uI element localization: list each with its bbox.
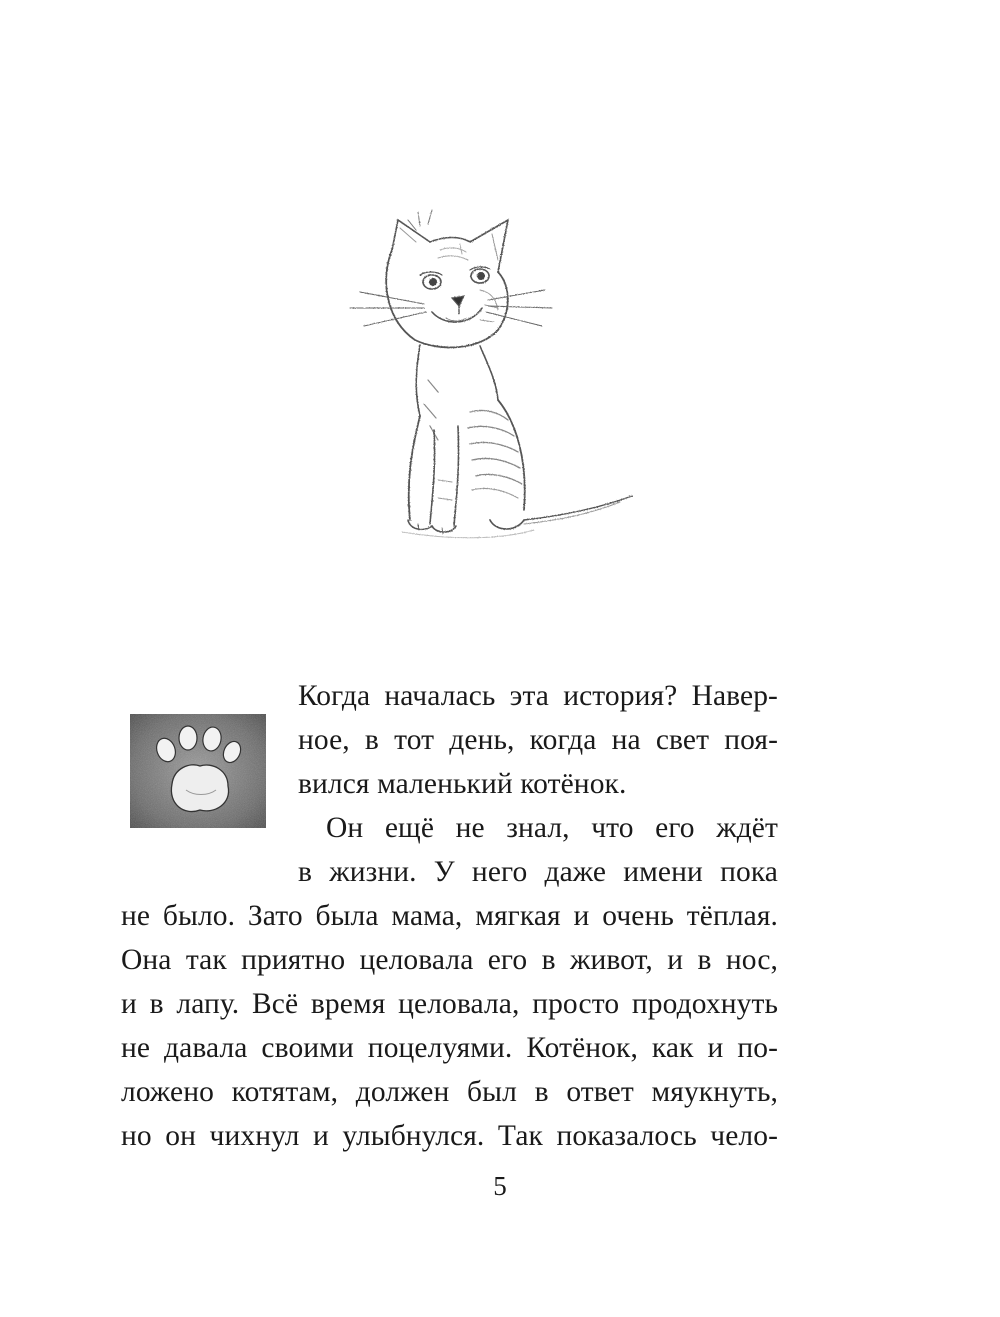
text-line-1 <box>298 675 778 717</box>
text-line-8 <box>121 983 778 1025</box>
paw-print-icon <box>128 712 268 830</box>
text-line-4-content: Он ещё не знал, что его ждёт <box>326 812 778 844</box>
text-line-11 <box>121 1115 778 1157</box>
text-line-2-content: ное, в тот день, когда на свет поя- <box>298 724 778 756</box>
text-line-3 <box>298 763 626 805</box>
text-line-6 <box>121 895 778 937</box>
text-line-5-content: в жизни. У него даже имени пока <box>298 856 778 888</box>
text-line-9-content: не давала своими поцелуями. Котёнок, как и по- <box>121 1032 778 1064</box>
text-line-4 <box>326 807 778 849</box>
text-line-10 <box>121 1071 778 1113</box>
text-line-10-content: ложено котятам, должен был в ответ мяукнуть, <box>121 1076 778 1108</box>
text-line-11-content: но он чихнул и улыбнулся. Так показалось чело- <box>121 1120 778 1152</box>
text-line-7 <box>121 939 778 981</box>
kitten-sketch-icon <box>320 180 650 560</box>
text-line-9 <box>121 1027 778 1069</box>
text-line-7-content: Она так приятно целовала его в живот, и в нос, <box>121 944 778 976</box>
text-line-6-content: не было. Зато была мама, мягкая и очень тёплая. <box>121 900 778 932</box>
text-line-8-content: и в лапу. Всё время целовала, просто продохнуть <box>121 988 778 1020</box>
text-line-5 <box>298 851 778 893</box>
text-line-2 <box>298 719 778 761</box>
page-number: 5 <box>493 1171 507 1201</box>
text-line-3-content: вился маленький котёнок. <box>298 768 627 800</box>
text-line-1-content: Когда началась эта история? Навер- <box>298 680 778 712</box>
